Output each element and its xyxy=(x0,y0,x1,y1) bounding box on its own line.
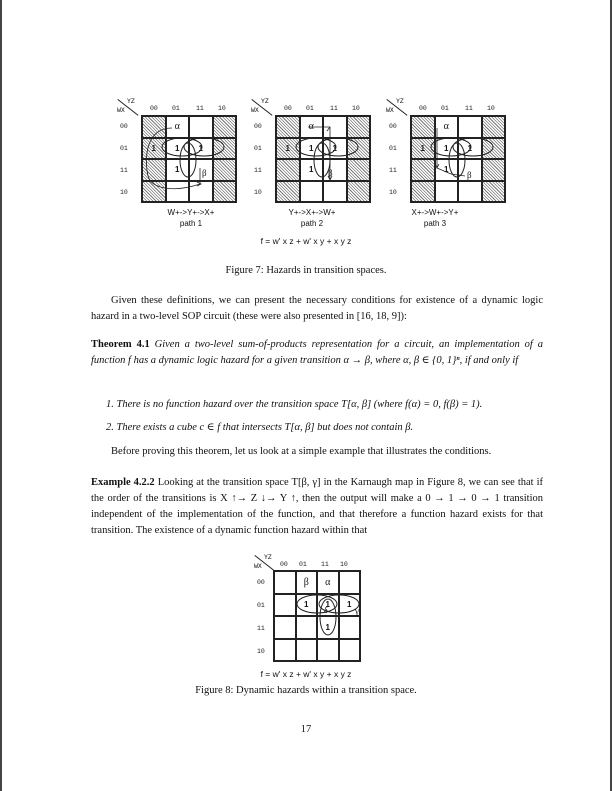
theorem-4-1 xyxy=(91,337,543,369)
row-label: 11 xyxy=(389,167,397,174)
paragraph-definitions: Given these definitions, we can present the necessary conditions for existence of a dynamic logic hazard in a two-level SOP circuit (these were also presented in [16, 18, 9]): xyxy=(91,295,543,322)
path-caption-3 xyxy=(380,207,490,229)
col-label: 10 xyxy=(487,105,495,112)
kmap-cell xyxy=(347,138,371,160)
kmap-grid xyxy=(275,115,371,203)
kmap-cell xyxy=(189,181,213,203)
figure-7-formula: f = w' x z + w' x y + x y z xyxy=(260,236,352,246)
kmap-cell xyxy=(274,594,296,617)
beta-marker: β xyxy=(328,168,333,178)
figure-8-caption: Figure 8: Dynamic hazards within a transition space. xyxy=(195,685,417,696)
kmap-cell xyxy=(276,159,300,181)
path-caption-1 xyxy=(141,207,241,229)
kmap-cell xyxy=(274,571,296,594)
kmap-path-1 xyxy=(116,98,241,203)
kmap-cell: α xyxy=(166,116,190,138)
row-label: 10 xyxy=(389,189,397,196)
col-label: 10 xyxy=(218,105,226,112)
row-label: 11 xyxy=(120,167,128,174)
col-label: 01 xyxy=(306,105,314,112)
row-label: 01 xyxy=(389,145,397,152)
kmap-cell: 1 xyxy=(189,138,213,160)
wx-label: WX xyxy=(251,107,259,114)
kmap-cell: 1 xyxy=(435,138,459,160)
row-label: 00 xyxy=(254,123,262,130)
figure-7-caption: Figure 7: Hazards in transition spaces. xyxy=(225,265,387,276)
kmap-cell xyxy=(323,116,347,138)
kmap-cell xyxy=(142,181,166,203)
yz-label: YZ xyxy=(396,98,404,105)
kmap-cell xyxy=(482,116,506,138)
col-label: 10 xyxy=(340,561,348,568)
kmap-cell xyxy=(347,181,371,203)
gamma-marker: γ xyxy=(355,606,359,616)
kmap-cell xyxy=(482,138,506,160)
row-label: 10 xyxy=(257,648,265,655)
condition-2: 2. There exists a cube c ∈ f that intersects T[α, β] but does not contain β. xyxy=(106,422,414,433)
kmap-cell xyxy=(339,571,361,594)
row-label: 01 xyxy=(254,145,262,152)
kmap-cell: 1 xyxy=(166,138,190,160)
kmap-cell xyxy=(339,639,361,662)
kmap-grid xyxy=(141,115,237,203)
col-label: 01 xyxy=(299,561,307,568)
wx-label: WX xyxy=(117,107,125,114)
row-label: 11 xyxy=(257,625,265,632)
kmap-path-2 xyxy=(250,98,375,203)
example-heading: Example 4.2.2 xyxy=(91,477,155,488)
kmap-cell xyxy=(482,159,506,181)
kmap-cell xyxy=(323,181,347,203)
row-label: 00 xyxy=(389,123,397,130)
left-edge xyxy=(0,0,2,791)
kmap-cell xyxy=(213,181,237,203)
row-label: 11 xyxy=(254,167,262,174)
kmap-figure-8 xyxy=(253,554,363,662)
col-label: 11 xyxy=(465,105,473,112)
row-label: 00 xyxy=(257,579,265,586)
path-name: path 3 xyxy=(423,219,447,228)
kmap-cell xyxy=(142,116,166,138)
kmap-cell: 1 xyxy=(300,138,324,160)
kmap-cell xyxy=(189,116,213,138)
beta-marker: β xyxy=(202,168,207,178)
kmap-cell xyxy=(189,159,213,181)
kmap-cell: 1 xyxy=(142,138,166,160)
kmap-cell: 1 xyxy=(317,616,339,639)
yz-label: YZ xyxy=(261,98,269,105)
kmap-grid xyxy=(410,115,506,203)
kmap-cell xyxy=(276,181,300,203)
kmap-cell xyxy=(213,138,237,160)
kmap-cell xyxy=(300,181,324,203)
kmap-grid xyxy=(273,570,361,662)
kmap-cell xyxy=(458,116,482,138)
kmap-cell xyxy=(411,181,435,203)
page-number: 17 xyxy=(300,724,312,735)
kmap-cell: 1 xyxy=(317,594,339,617)
row-label: 10 xyxy=(254,189,262,196)
wx-label: WX xyxy=(386,107,394,114)
col-label: 00 xyxy=(150,105,158,112)
beta-marker: β xyxy=(467,170,472,180)
col-label: 00 xyxy=(419,105,427,112)
example-text: Looking at the transition space T[β, γ] in the Karnaugh map in Figure 8, we can see that if the order of the transitions is X ↑→ Z ↓→ Y ↑, then the output will make a 0 → 1 → 0 → 1 transition independent of the implementation of the function, and that therefore a function hazard exists for that transition. The existence of a dynamic function hazard within that xyxy=(91,477,543,536)
kmap-cell xyxy=(274,616,296,639)
kmap-cell: 1 xyxy=(323,138,347,160)
wx-label: WX xyxy=(254,563,262,570)
path-label: W+->Y+->X+ xyxy=(167,208,215,217)
row-label: 01 xyxy=(257,602,265,609)
col-label: 01 xyxy=(441,105,449,112)
col-label: 11 xyxy=(321,561,329,568)
kmap-cell: 1 xyxy=(339,594,361,617)
kmap-cell xyxy=(411,116,435,138)
row-label: 00 xyxy=(120,123,128,130)
kmap-cell: 1 xyxy=(458,138,482,160)
kmap-cell: α xyxy=(435,116,459,138)
kmap-cell: 1 xyxy=(276,138,300,160)
kmap-cell xyxy=(323,159,347,181)
kmap-cell: 1 xyxy=(300,159,324,181)
kmap-cell: 1 xyxy=(296,594,318,617)
path-name: path 2 xyxy=(300,219,324,228)
kmap-cell xyxy=(213,116,237,138)
kmap-cell xyxy=(339,616,361,639)
kmap-cell xyxy=(274,639,296,662)
kmap-path-3 xyxy=(385,98,510,203)
theorem-heading: Theorem 4.1 xyxy=(91,339,150,350)
col-label: 01 xyxy=(172,105,180,112)
kmap-cell: β xyxy=(296,571,318,594)
col-label: 11 xyxy=(330,105,338,112)
figure-8-formula: f = w' x z + w' x y + x y z xyxy=(260,669,352,679)
kmap-cell xyxy=(411,159,435,181)
kmap-cell xyxy=(458,181,482,203)
kmap-cell xyxy=(296,616,318,639)
col-label: 10 xyxy=(352,105,360,112)
path-label: Y+->X+->W+ xyxy=(288,208,336,217)
kmap-cell xyxy=(482,181,506,203)
kmap-cell xyxy=(213,159,237,181)
row-label: 10 xyxy=(120,189,128,196)
kmap-cell xyxy=(347,116,371,138)
kmap-cell xyxy=(166,181,190,203)
kmap-cell xyxy=(296,639,318,662)
kmap-cell xyxy=(317,639,339,662)
condition-1: 1. There is no function hazard over the transition space T[α, β] (where f(α) = 0, f(β) = 1). xyxy=(106,399,483,410)
paragraph-example-intro: Before proving this theorem, let us look at a simple example that illustrates the conditions. xyxy=(111,446,492,457)
delta-marker: δ xyxy=(324,606,328,615)
kmap-cell: α xyxy=(317,571,339,594)
col-label: 00 xyxy=(280,561,288,568)
example-4-2-2 xyxy=(91,475,543,539)
kmap-cell: α xyxy=(300,116,324,138)
path-name: path 1 xyxy=(179,219,203,228)
kmap-cell xyxy=(276,116,300,138)
kmap-cell: 1 xyxy=(411,138,435,160)
col-label: 00 xyxy=(284,105,292,112)
col-label: 11 xyxy=(196,105,204,112)
kmap-cell xyxy=(435,181,459,203)
path-label: X+->W+->Y+ xyxy=(411,208,459,217)
yz-label: YZ xyxy=(127,98,135,105)
kmap-cell xyxy=(142,159,166,181)
theorem-text: Given a two-level sum-of-products representation for a circuit, an implementation of a function f has a dynamic logic hazard for a given transition α → β, where α, β ∈ {0, 1}ⁿ, if and only if xyxy=(91,339,544,366)
path-caption-2 xyxy=(262,207,362,229)
kmap-cell: 1 xyxy=(166,159,190,181)
row-label: 01 xyxy=(120,145,128,152)
kmap-cell xyxy=(347,159,371,181)
yz-label: YZ xyxy=(264,554,272,561)
kmap-cell: 1 xyxy=(435,159,459,181)
